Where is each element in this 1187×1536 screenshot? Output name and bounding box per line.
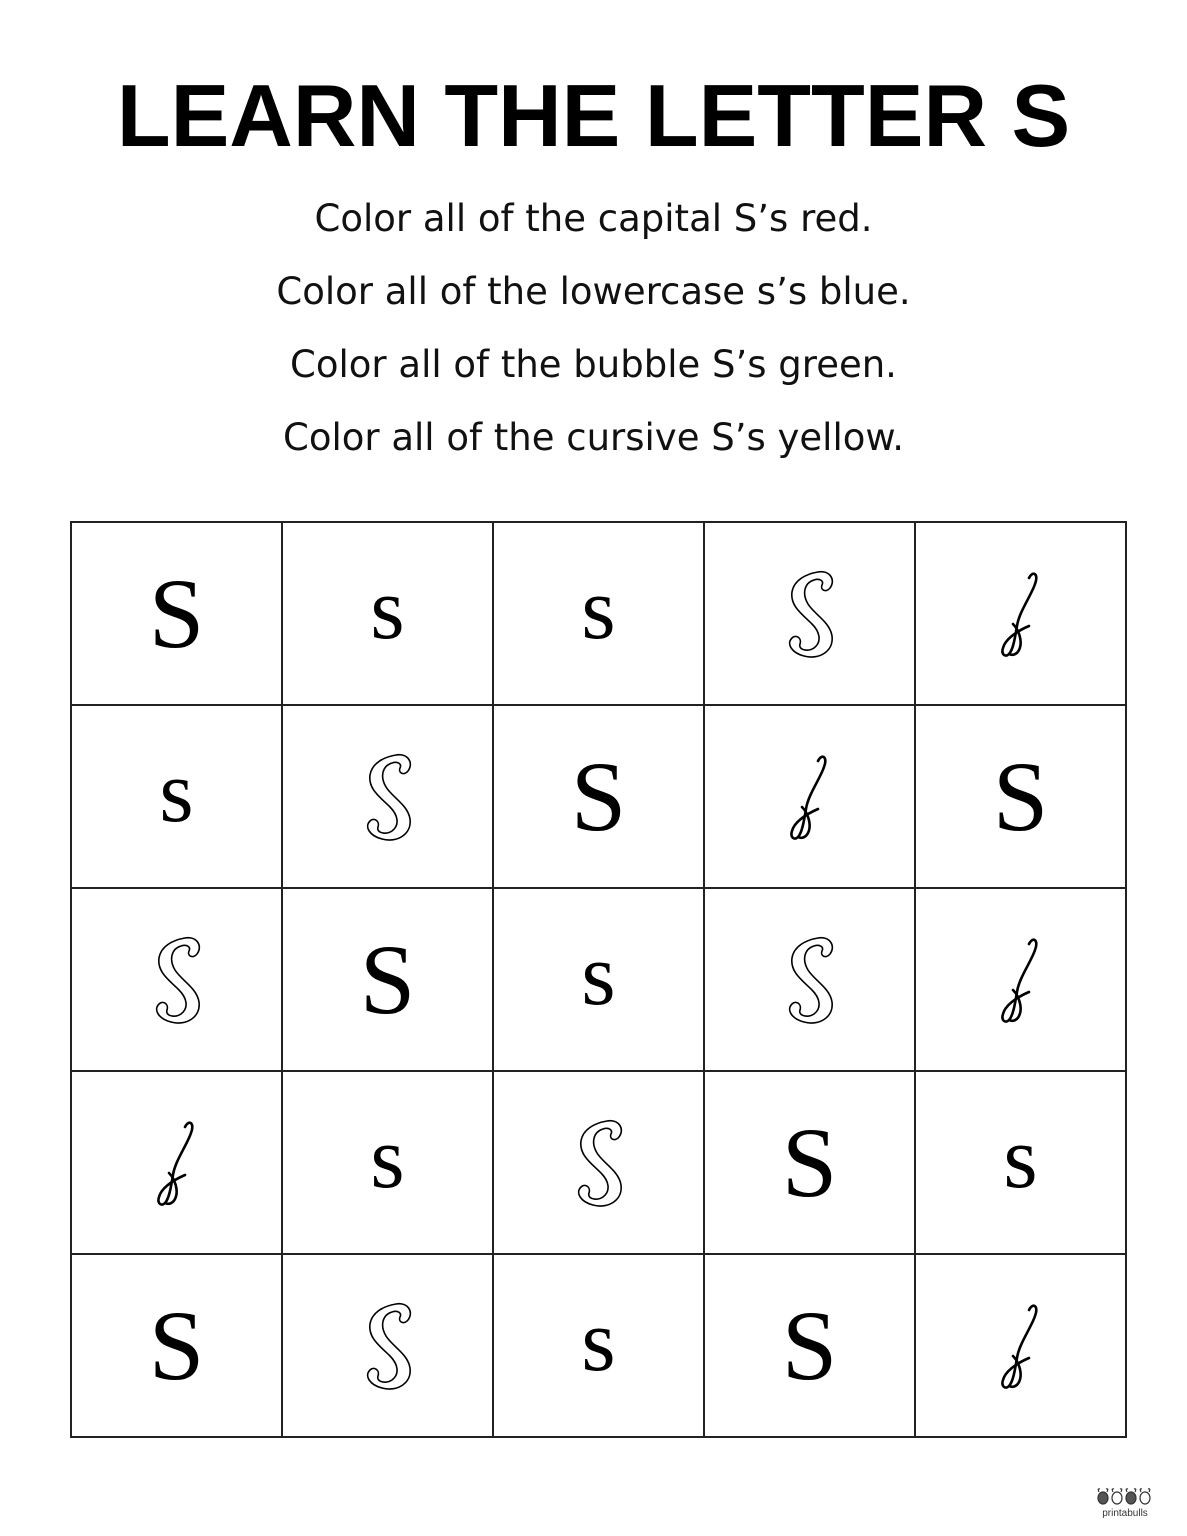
grid-row (71, 1071, 1126, 1254)
logo-wordmark: printabulls (1102, 1508, 1148, 1519)
grid-cell[interactable] (704, 888, 915, 1071)
bubble-s-glyph (567, 1115, 631, 1211)
capital-s-glyph: S (148, 557, 205, 669)
grid-cell[interactable] (71, 1254, 282, 1437)
bubble-s-glyph (778, 932, 842, 1028)
grid-row (71, 888, 1126, 1071)
grid-cell[interactable] (282, 888, 493, 1071)
grid-cell[interactable] (915, 1071, 1126, 1254)
cursive-s-glyph (999, 1300, 1043, 1392)
lowercase-s-glyph: s (1003, 1109, 1038, 1207)
grid-cell[interactable] (915, 1254, 1126, 1437)
grid-cell[interactable] (704, 1071, 915, 1254)
grid-cell[interactable] (493, 888, 704, 1071)
grid-cell[interactable] (282, 705, 493, 888)
grid-row (71, 522, 1126, 705)
lowercase-s-glyph: s (370, 560, 405, 658)
grid-cell[interactable] (704, 705, 915, 888)
grid-row (71, 1254, 1126, 1437)
capital-s-glyph: S (992, 740, 1049, 852)
grid-row (71, 705, 1126, 888)
lowercase-s-glyph: s (159, 743, 194, 841)
grid-cell[interactable] (915, 705, 1126, 888)
lowercase-s-glyph: s (370, 1109, 405, 1207)
grid-cell[interactable] (493, 705, 704, 888)
instruction-cursive: Color all of the cursive S’s yellow. (282, 416, 904, 459)
grid-cell[interactable] (71, 888, 282, 1071)
bubble-s-glyph (356, 749, 420, 845)
grid-cell[interactable] (704, 1254, 915, 1437)
grid-cell[interactable] (71, 1071, 282, 1254)
capital-s-glyph: S (148, 1289, 205, 1401)
bubble-s-glyph (356, 1298, 420, 1394)
grid-cell[interactable] (493, 1254, 704, 1437)
grid-cell[interactable] (282, 1071, 493, 1254)
grid-cell[interactable] (282, 522, 493, 705)
instruction-bubble: Color all of the bubble S’s green. (290, 343, 897, 386)
instructions-list (0, 188, 1187, 480)
instruction-lowercase: Color all of the lowercase s’s blue. (276, 270, 911, 313)
lowercase-s-glyph: s (581, 1292, 616, 1390)
cursive-s-glyph (999, 934, 1043, 1026)
cursive-s-glyph (999, 568, 1043, 660)
bubble-s-glyph (145, 932, 209, 1028)
lowercase-s-glyph: s (581, 926, 616, 1024)
capital-s-glyph: S (781, 1106, 838, 1218)
printabulls-logo (1090, 1486, 1160, 1530)
cursive-s-glyph (155, 1117, 199, 1209)
instruction-capital: Color all of the capital S’s red. (314, 197, 873, 240)
grid-cell[interactable] (915, 522, 1126, 705)
capital-s-glyph: S (570, 740, 627, 852)
grid-cell[interactable] (493, 1071, 704, 1254)
page-title: LEARN THE LETTER S (116, 66, 1071, 165)
grid-cell[interactable] (704, 522, 915, 705)
grid-cell[interactable] (493, 522, 704, 705)
grid-cell[interactable] (71, 705, 282, 888)
capital-s-glyph: S (781, 1289, 838, 1401)
capital-s-glyph: S (359, 923, 416, 1035)
grid-cell[interactable] (915, 888, 1126, 1071)
bull-heads-logo-icon (1095, 1486, 1155, 1508)
bubble-s-glyph (778, 566, 842, 662)
letter-grid (70, 521, 1127, 1438)
grid-cell[interactable] (282, 1254, 493, 1437)
cursive-s-glyph (788, 751, 832, 843)
lowercase-s-glyph: s (581, 560, 616, 658)
grid-cell[interactable] (71, 522, 282, 705)
